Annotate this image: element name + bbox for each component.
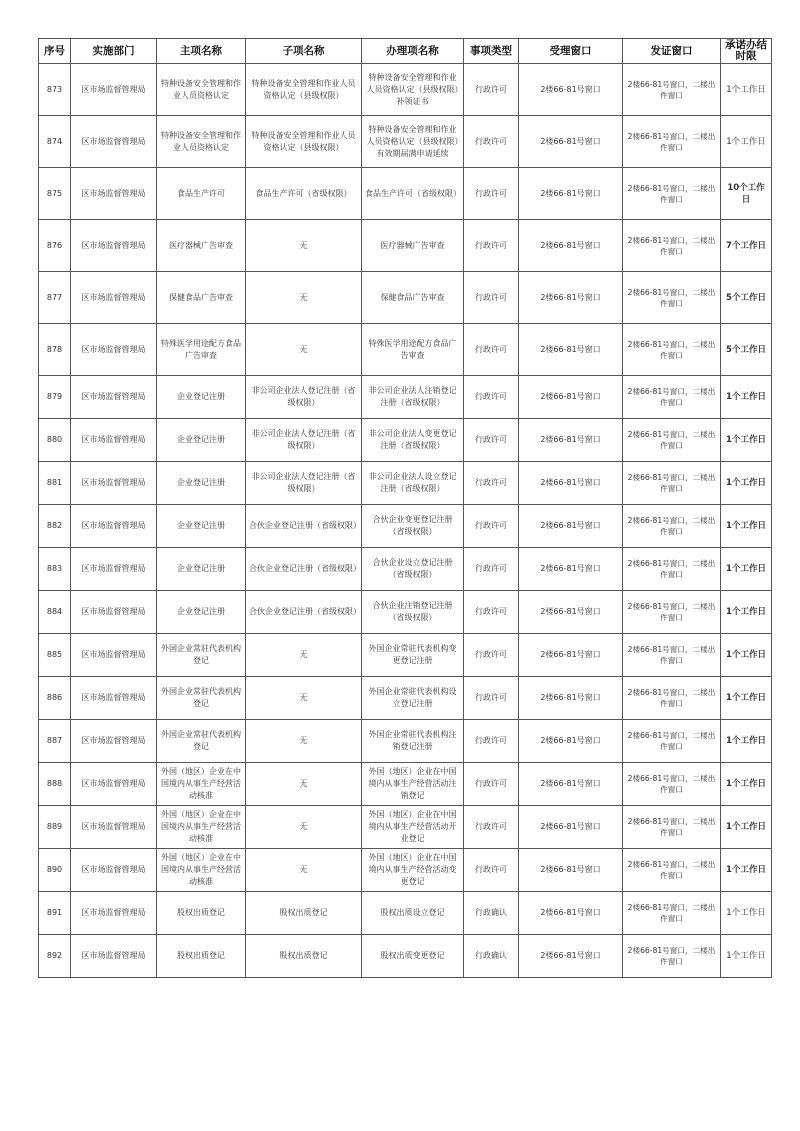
cell-days: 1个工作日 xyxy=(721,634,772,677)
cell-no: 884 xyxy=(39,591,71,634)
cell-main: 医疗器械广告审查 xyxy=(157,220,246,272)
cell-accept: 2楼66-81号窗口 xyxy=(519,220,623,272)
cell-sub: 食品生产许可（省级权限） xyxy=(246,168,362,220)
cell-accept: 2楼66-81号窗口 xyxy=(519,168,623,220)
header-dept: 实施部门 xyxy=(71,39,157,64)
cell-no: 876 xyxy=(39,220,71,272)
cell-issue: 2楼66-81号窗口，二楼出件窗口 xyxy=(623,116,721,168)
cell-main: 特殊医学用途配方食品广告审查 xyxy=(157,324,246,376)
cell-no: 883 xyxy=(39,548,71,591)
cell-issue: 2楼66-81号窗口，二楼出件窗口 xyxy=(623,272,721,324)
cell-accept: 2楼66-81号窗口 xyxy=(519,720,623,763)
cell-days: 1个工作日 xyxy=(721,677,772,720)
cell-item: 外国企业常驻代表机构变更登记注册 xyxy=(362,634,464,677)
cell-main: 食品生产许可 xyxy=(157,168,246,220)
cell-accept: 2楼66-81号窗口 xyxy=(519,376,623,419)
cell-item: 外国（地区）企业在中国境内从事生产经营活动注销登记 xyxy=(362,763,464,806)
cell-accept: 2楼66-81号窗口 xyxy=(519,591,623,634)
table-row xyxy=(39,324,772,376)
cell-accept: 2楼66-81号窗口 xyxy=(519,272,623,324)
table-row xyxy=(39,677,772,720)
cell-dept: 区市场监督管理局 xyxy=(71,116,157,168)
cell-dept: 区市场监督管理局 xyxy=(71,324,157,376)
cell-main: 外国企业常驻代表机构登记 xyxy=(157,720,246,763)
cell-dept: 区市场监督管理局 xyxy=(71,220,157,272)
cell-dept: 区市场监督管理局 xyxy=(71,849,157,892)
cell-dept: 区市场监督管理局 xyxy=(71,763,157,806)
cell-sub: 无 xyxy=(246,634,362,677)
cell-days: 1个工作日 xyxy=(721,548,772,591)
header-item: 办理项名称 xyxy=(362,39,464,64)
cell-issue: 2楼66-81号窗口，二楼出件窗口 xyxy=(623,849,721,892)
cell-days: 1个工作日 xyxy=(721,935,772,978)
cell-no: 878 xyxy=(39,324,71,376)
cell-dept: 区市场监督管理局 xyxy=(71,935,157,978)
cell-item: 特殊医学用途配方食品广告审查 xyxy=(362,324,464,376)
table-body xyxy=(39,64,772,978)
cell-issue: 2楼66-81号窗口，二楼出件窗口 xyxy=(623,591,721,634)
cell-main: 股权出质登记 xyxy=(157,935,246,978)
cell-dept: 区市场监督管理局 xyxy=(71,462,157,505)
cell-item: 食品生产许可（省级权限） xyxy=(362,168,464,220)
cell-no: 889 xyxy=(39,806,71,849)
cell-sub: 无 xyxy=(246,763,362,806)
cell-days: 1个工作日 xyxy=(721,376,772,419)
cell-type: 行政许可 xyxy=(464,634,519,677)
cell-item: 非公司企业法人设立登记注册（省级权限） xyxy=(362,462,464,505)
cell-issue: 2楼66-81号窗口，二楼出件窗口 xyxy=(623,220,721,272)
cell-issue: 2楼66-81号窗口，二楼出件窗口 xyxy=(623,168,721,220)
cell-issue: 2楼66-81号窗口，二楼出件窗口 xyxy=(623,763,721,806)
cell-no: 880 xyxy=(39,419,71,462)
cell-sub: 合伙企业登记注册（省级权限） xyxy=(246,591,362,634)
cell-item: 外国（地区）企业在中国境内从事生产经营活动变更登记 xyxy=(362,849,464,892)
cell-type: 行政许可 xyxy=(464,324,519,376)
cell-item: 外国（地区）企业在中国境内从事生产经营活动开业登记 xyxy=(362,806,464,849)
cell-sub: 无 xyxy=(246,677,362,720)
cell-no: 886 xyxy=(39,677,71,720)
cell-dept: 区市场监督管理局 xyxy=(71,505,157,548)
cell-item: 非公司企业法人变更登记注册（省级权限） xyxy=(362,419,464,462)
document-page xyxy=(38,38,772,978)
cell-dept: 区市场监督管理局 xyxy=(71,419,157,462)
cell-item: 特种设备安全管理和作业人员资格认定（县级权限）有效期届满申请延续 xyxy=(362,116,464,168)
cell-type: 行政许可 xyxy=(464,849,519,892)
cell-dept: 区市场监督管理局 xyxy=(71,168,157,220)
cell-no: 881 xyxy=(39,462,71,505)
cell-no: 892 xyxy=(39,935,71,978)
cell-dept: 区市场监督管理局 xyxy=(71,892,157,935)
cell-type: 行政确认 xyxy=(464,935,519,978)
cell-accept: 2楼66-81号窗口 xyxy=(519,64,623,116)
cell-main: 特种设备安全管理和作业人员资格认定 xyxy=(157,64,246,116)
cell-sub: 非公司企业法人登记注册（省级权限） xyxy=(246,462,362,505)
header-accept: 受理窗口 xyxy=(519,39,623,64)
cell-main: 企业登记注册 xyxy=(157,591,246,634)
cell-accept: 2楼66-81号窗口 xyxy=(519,634,623,677)
cell-days: 1个工作日 xyxy=(721,849,772,892)
cell-type: 行政许可 xyxy=(464,376,519,419)
cell-main: 外国企业常驻代表机构登记 xyxy=(157,677,246,720)
cell-item: 特种设备安全管理和作业人员资格认定（县级权限）补领证书 xyxy=(362,64,464,116)
cell-type: 行政许可 xyxy=(464,677,519,720)
cell-main: 企业登记注册 xyxy=(157,419,246,462)
cell-dept: 区市场监督管理局 xyxy=(71,376,157,419)
cell-item: 外国企业常驻代表机构设立登记注册 xyxy=(362,677,464,720)
table-row xyxy=(39,505,772,548)
cell-sub: 合伙企业登记注册（省级权限） xyxy=(246,505,362,548)
cell-item: 合伙企业设立登记注册（省级权限） xyxy=(362,548,464,591)
cell-main: 保健食品广告审查 xyxy=(157,272,246,324)
cell-accept: 2楼66-81号窗口 xyxy=(519,806,623,849)
cell-main: 股权出质登记 xyxy=(157,892,246,935)
header-no: 序号 xyxy=(39,39,71,64)
table-row xyxy=(39,591,772,634)
cell-type: 行政许可 xyxy=(464,720,519,763)
table-row xyxy=(39,806,772,849)
cell-no: 891 xyxy=(39,892,71,935)
cell-issue: 2楼66-81号窗口，二楼出件窗口 xyxy=(623,892,721,935)
cell-item: 合伙企业变更登记注册（省级权限） xyxy=(362,505,464,548)
table-row xyxy=(39,720,772,763)
cell-item: 股权出质设立登记 xyxy=(362,892,464,935)
cell-sub: 非公司企业法人登记注册（省级权限） xyxy=(246,419,362,462)
header-main: 主项名称 xyxy=(157,39,246,64)
cell-no: 874 xyxy=(39,116,71,168)
cell-main: 企业登记注册 xyxy=(157,462,246,505)
cell-days: 1个工作日 xyxy=(721,462,772,505)
cell-no: 882 xyxy=(39,505,71,548)
cell-days: 10个工作日 xyxy=(721,168,772,220)
cell-days: 5个工作日 xyxy=(721,272,772,324)
cell-sub: 无 xyxy=(246,220,362,272)
cell-main: 外国企业常驻代表机构登记 xyxy=(157,634,246,677)
cell-sub: 合伙企业登记注册（省级权限） xyxy=(246,548,362,591)
table-row xyxy=(39,849,772,892)
cell-type: 行政许可 xyxy=(464,548,519,591)
cell-item: 外国企业常驻代表机构注销登记注册 xyxy=(362,720,464,763)
cell-accept: 2楼66-81号窗口 xyxy=(519,763,623,806)
cell-sub: 无 xyxy=(246,720,362,763)
cell-sub: 无 xyxy=(246,849,362,892)
cell-dept: 区市场监督管理局 xyxy=(71,591,157,634)
cell-days: 1个工作日 xyxy=(721,806,772,849)
table-row xyxy=(39,763,772,806)
cell-no: 873 xyxy=(39,64,71,116)
cell-dept: 区市场监督管理局 xyxy=(71,272,157,324)
header-type: 事项类型 xyxy=(464,39,519,64)
cell-main: 外国（地区）企业在中国境内从事生产经营活动核准 xyxy=(157,763,246,806)
table-row xyxy=(39,220,772,272)
cell-type: 行政许可 xyxy=(464,462,519,505)
cell-type: 行政许可 xyxy=(464,64,519,116)
cell-issue: 2楼66-81号窗口，二楼出件窗口 xyxy=(623,324,721,376)
cell-no: 885 xyxy=(39,634,71,677)
table-header-row xyxy=(39,39,772,64)
cell-days: 1个工作日 xyxy=(721,720,772,763)
cell-days: 1个工作日 xyxy=(721,892,772,935)
table-row xyxy=(39,935,772,978)
cell-days: 1个工作日 xyxy=(721,419,772,462)
cell-issue: 2楼66-81号窗口，二楼出件窗口 xyxy=(623,677,721,720)
cell-type: 行政许可 xyxy=(464,505,519,548)
table-row xyxy=(39,64,772,116)
cell-main: 企业登记注册 xyxy=(157,548,246,591)
cell-accept: 2楼66-81号窗口 xyxy=(519,419,623,462)
cell-type: 行政许可 xyxy=(464,220,519,272)
cell-days: 5个工作日 xyxy=(721,324,772,376)
header-sub: 子项名称 xyxy=(246,39,362,64)
cell-days: 1个工作日 xyxy=(721,505,772,548)
cell-no: 877 xyxy=(39,272,71,324)
cell-sub: 无 xyxy=(246,806,362,849)
cell-dept: 区市场监督管理局 xyxy=(71,64,157,116)
cell-main: 特种设备安全管理和作业人员资格认定 xyxy=(157,116,246,168)
cell-type: 行政确认 xyxy=(464,892,519,935)
cell-item: 合伙企业注销登记注册（省级权限） xyxy=(362,591,464,634)
cell-accept: 2楼66-81号窗口 xyxy=(519,849,623,892)
table-row xyxy=(39,376,772,419)
cell-issue: 2楼66-81号窗口，二楼出件窗口 xyxy=(623,806,721,849)
cell-no: 887 xyxy=(39,720,71,763)
cell-issue: 2楼66-81号窗口，二楼出件窗口 xyxy=(623,505,721,548)
cell-item: 非公司企业法人注销登记注册（省级权限） xyxy=(362,376,464,419)
cell-accept: 2楼66-81号窗口 xyxy=(519,324,623,376)
cell-issue: 2楼66-81号窗口，二楼出件窗口 xyxy=(623,64,721,116)
cell-type: 行政许可 xyxy=(464,591,519,634)
service-items-table xyxy=(38,38,772,978)
cell-no: 890 xyxy=(39,849,71,892)
cell-type: 行政许可 xyxy=(464,168,519,220)
cell-days: 1个工作日 xyxy=(721,763,772,806)
cell-dept: 区市场监督管理局 xyxy=(71,720,157,763)
cell-type: 行政许可 xyxy=(464,419,519,462)
cell-accept: 2楼66-81号窗口 xyxy=(519,505,623,548)
cell-issue: 2楼66-81号窗口，二楼出件窗口 xyxy=(623,935,721,978)
cell-accept: 2楼66-81号窗口 xyxy=(519,548,623,591)
cell-type: 行政许可 xyxy=(464,806,519,849)
cell-no: 888 xyxy=(39,763,71,806)
table-row xyxy=(39,892,772,935)
cell-issue: 2楼66-81号窗口，二楼出件窗口 xyxy=(623,376,721,419)
cell-accept: 2楼66-81号窗口 xyxy=(519,116,623,168)
cell-dept: 区市场监督管理局 xyxy=(71,548,157,591)
cell-accept: 2楼66-81号窗口 xyxy=(519,892,623,935)
cell-issue: 2楼66-81号窗口，二楼出件窗口 xyxy=(623,419,721,462)
cell-days: 1个工作日 xyxy=(721,116,772,168)
header-days: 承诺办结时限 xyxy=(721,39,772,64)
cell-sub: 股权出质登记 xyxy=(246,935,362,978)
cell-issue: 2楼66-81号窗口，二楼出件窗口 xyxy=(623,634,721,677)
cell-accept: 2楼66-81号窗口 xyxy=(519,462,623,505)
cell-item: 医疗器械广告审查 xyxy=(362,220,464,272)
cell-dept: 区市场监督管理局 xyxy=(71,634,157,677)
cell-main: 外国（地区）企业在中国境内从事生产经营活动核准 xyxy=(157,849,246,892)
table-row xyxy=(39,272,772,324)
cell-sub: 无 xyxy=(246,272,362,324)
cell-main: 企业登记注册 xyxy=(157,505,246,548)
cell-no: 879 xyxy=(39,376,71,419)
cell-days: 7个工作日 xyxy=(721,220,772,272)
cell-sub: 无 xyxy=(246,324,362,376)
cell-days: 1个工作日 xyxy=(721,591,772,634)
cell-sub: 特种设备安全管理和作业人员资格认定（县级权限） xyxy=(246,64,362,116)
cell-main: 企业登记注册 xyxy=(157,376,246,419)
cell-sub: 非公司企业法人登记注册（省级权限） xyxy=(246,376,362,419)
cell-days: 1个工作日 xyxy=(721,64,772,116)
table-row xyxy=(39,116,772,168)
cell-dept: 区市场监督管理局 xyxy=(71,806,157,849)
cell-type: 行政许可 xyxy=(464,763,519,806)
table-row xyxy=(39,419,772,462)
cell-item: 保健食品广告审查 xyxy=(362,272,464,324)
table-row xyxy=(39,548,772,591)
table-row xyxy=(39,168,772,220)
cell-main: 外国（地区）企业在中国境内从事生产经营活动核准 xyxy=(157,806,246,849)
cell-accept: 2楼66-81号窗口 xyxy=(519,935,623,978)
header-issue: 发证窗口 xyxy=(623,39,721,64)
cell-type: 行政许可 xyxy=(464,272,519,324)
cell-issue: 2楼66-81号窗口，二楼出件窗口 xyxy=(623,462,721,505)
cell-dept: 区市场监督管理局 xyxy=(71,677,157,720)
cell-issue: 2楼66-81号窗口，二楼出件窗口 xyxy=(623,548,721,591)
cell-no: 875 xyxy=(39,168,71,220)
table-row xyxy=(39,462,772,505)
cell-sub: 股权出质登记 xyxy=(246,892,362,935)
cell-issue: 2楼66-81号窗口，二楼出件窗口 xyxy=(623,720,721,763)
cell-sub: 特种设备安全管理和作业人员资格认定（县级权限） xyxy=(246,116,362,168)
cell-item: 股权出质变更登记 xyxy=(362,935,464,978)
cell-accept: 2楼66-81号窗口 xyxy=(519,677,623,720)
cell-type: 行政许可 xyxy=(464,116,519,168)
table-row xyxy=(39,634,772,677)
